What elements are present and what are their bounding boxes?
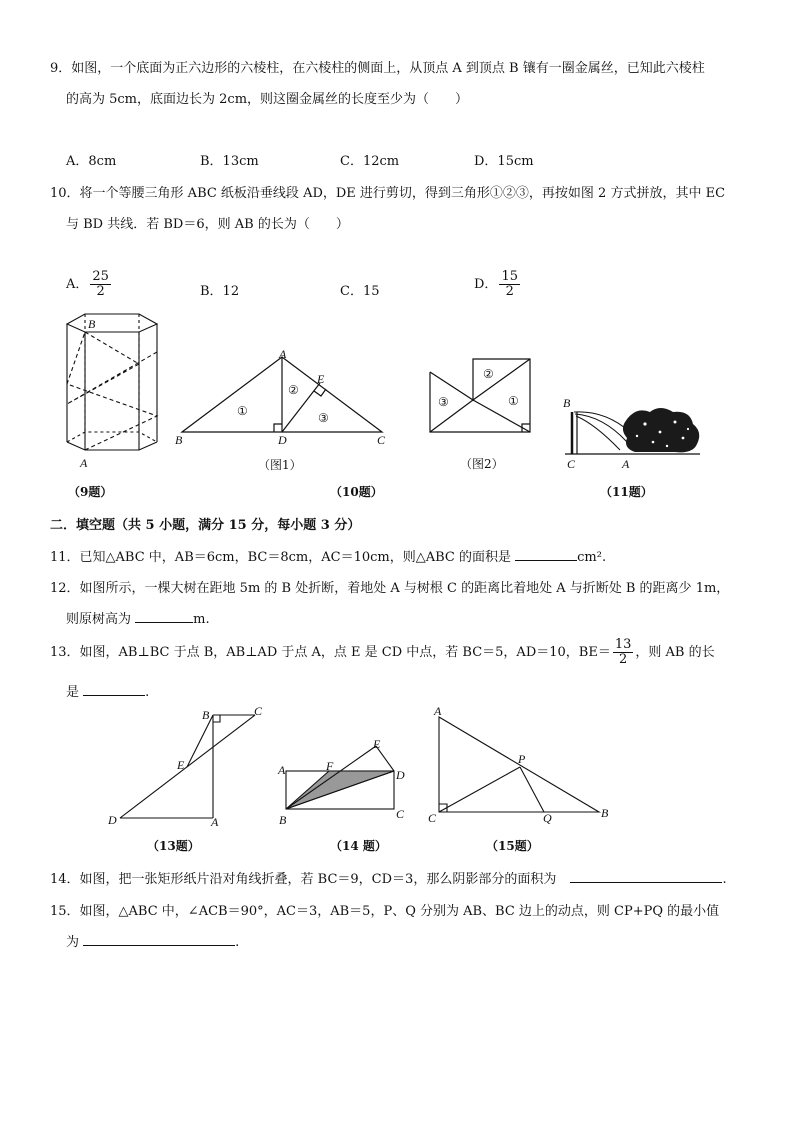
q13-line2-suffix: . <box>145 685 150 700</box>
q10-option-a <box>66 270 113 299</box>
q13-line1 <box>50 638 715 667</box>
q10-option-a-fraction <box>90 270 111 299</box>
q13-answer-blank[interactable] <box>83 683 145 696</box>
caption-q11: （11题） <box>600 485 653 499</box>
q15-prefix: 为 <box>66 935 84 950</box>
q13-line2-prefix: 是 <box>66 685 84 700</box>
q14-answer-blank[interactable] <box>570 870 722 883</box>
q14-suffix: . <box>722 872 727 887</box>
fig10a-region-1: ① <box>237 404 248 418</box>
fraction-numerator: 25 <box>92 269 109 284</box>
fraction-denominator: 2 <box>505 284 514 299</box>
fig14-label-b: B <box>279 813 287 827</box>
q10-option-c: C．15 <box>340 284 380 299</box>
fig9-label-b: B <box>88 317 96 331</box>
q10-option-d-prefix: D． <box>474 277 498 292</box>
q10-option-d-fraction <box>499 270 520 299</box>
fig9-hexagonal-prism <box>62 312 162 462</box>
fig14-label-f: F <box>326 759 334 773</box>
q13-prefix: 13．如图，AB⊥BC 于点 B，AB⊥AD 于点 A，点 E 是 CD 中点，若 BC＝5，AD＝10，BE＝ <box>50 645 611 660</box>
q11-answer-blank[interactable] <box>515 548 577 561</box>
fig14-label-d: D <box>396 768 405 782</box>
fig10a-region-2: ② <box>288 383 299 397</box>
fig10a-label-c: C <box>377 433 386 447</box>
fig10b-region-3: ③ <box>438 395 449 409</box>
q13-suffix: ，则 AB 的长 <box>635 645 715 660</box>
caption-q14: （14 题） <box>330 839 387 853</box>
fig15-label-c: C <box>428 811 437 825</box>
fig13-label-d: D <box>108 813 117 827</box>
q9-option-d: D．15cm <box>474 154 534 169</box>
q10-option-b: B．12 <box>200 284 240 299</box>
fig10a-label-a: A <box>279 347 287 361</box>
q11-line <box>50 546 606 565</box>
fig10b-caption: （图2） <box>460 457 504 471</box>
q10-line1: 10．将一个等腰三角形 ABC 纸板沿垂线段 AD，DE 进行剪切，得到三角形①②③，再按如图 2 方式拼放，其中 EC <box>50 186 726 201</box>
fig14-label-e: E <box>373 737 381 751</box>
fig10-figure1 <box>180 355 390 445</box>
fig10a-caption: （图1） <box>258 458 302 472</box>
q15-line2 <box>66 931 239 950</box>
q12-answer-blank[interactable] <box>135 610 193 623</box>
fraction-denominator: 2 <box>618 652 628 667</box>
q11-unit: cm². <box>577 550 607 565</box>
fig10b-region-2: ② <box>483 367 494 381</box>
fig15-label-q: Q <box>543 811 552 825</box>
fig13-label-b: B <box>202 708 210 722</box>
fig10a-label-b: B <box>175 433 183 447</box>
caption-q15: （15题） <box>486 839 539 853</box>
fig15-label-a: A <box>434 704 442 718</box>
fig11-broken-tree <box>565 402 705 462</box>
q15-suffix: . <box>235 935 240 950</box>
q10-line2: 与 BD 共线．若 BD＝6，则 AB 的长为（ ） <box>66 217 349 232</box>
fig9-label-a: A <box>80 456 88 470</box>
fig10a-region-3: ③ <box>318 411 329 425</box>
section2-heading: 二．填空题（共 5 小题，满分 15 分，每小题 3 分） <box>50 518 361 533</box>
q12-suffix: m. <box>193 612 210 627</box>
q9-line1: 9．如图，一个底面为正六边形的六棱柱，在六棱柱的侧面上，从顶点 A 到顶点 B 镶有一圈金属丝，已知此六棱柱 <box>50 61 705 76</box>
fraction-numerator: 15 <box>501 269 518 284</box>
q13-line2 <box>66 681 149 700</box>
q12-line1: 12．如图所示，一棵大树在距地 5m 的 B 处折断，着地处 A 与树根 C 的距离比着地处 A 与折断处 B 的距离少 1m， <box>50 581 730 596</box>
fig10a-label-d: D <box>278 433 287 447</box>
q12-line2 <box>66 608 210 627</box>
q14-line <box>50 868 727 887</box>
fig13-label-c: C <box>254 704 263 718</box>
fig10a-label-e: E <box>317 372 325 386</box>
caption-q13: （13题） <box>147 839 200 853</box>
q14-text: 14．如图，把一张矩形纸片沿对角线折叠，若 BC＝9，CD＝3，那么阴影部分的面积为 <box>50 872 561 887</box>
fraction-numerator: 13 <box>614 637 632 652</box>
q9-option-c: C．12cm <box>340 154 400 169</box>
caption-q10: （10题） <box>330 485 383 499</box>
fig13-label-e: E <box>177 758 185 772</box>
caption-q9: （9题） <box>68 485 113 499</box>
fig11-label-b: B <box>563 396 571 410</box>
q9-option-b: B．13cm <box>200 154 259 169</box>
q10-option-d <box>474 270 522 299</box>
q12-prefix: 则原树高为 <box>66 612 136 627</box>
fig15-figure <box>436 712 609 822</box>
fig13-label-a: A <box>211 815 219 829</box>
q9-option-a: A．8cm <box>66 154 117 169</box>
q9-line2: 的高为 5cm，底面边长为 2cm，则这圈金属丝的长度至少为（ ） <box>66 92 469 107</box>
fig11-label-a: A <box>622 457 630 471</box>
fig11-label-c: C <box>567 457 576 471</box>
q15-answer-blank[interactable] <box>83 933 235 946</box>
fig13-figure <box>115 710 275 825</box>
fig15-label-p: P <box>518 752 526 766</box>
q15-line1: 15．如图，△ABC 中，∠ACB＝90°，AC＝3，AB＝5，P、Q 分别为 AB、BC 边上的动点，则 CP+PQ 的最小值 <box>50 904 720 919</box>
fig14-figure <box>284 738 414 818</box>
fig10b-region-1: ① <box>508 394 519 408</box>
fig14-label-a: A <box>278 763 286 777</box>
q10-option-a-prefix: A． <box>66 277 89 292</box>
q11-text: 11．已知△ABC 中，AB＝6cm，BC＝8cm，AC＝10cm，则△ABC 的面积是 <box>50 550 516 565</box>
q13-fraction <box>613 638 634 667</box>
fraction-denominator: 2 <box>96 284 105 299</box>
fig15-label-b: B <box>601 806 609 820</box>
fig14-label-c: C <box>396 807 405 821</box>
